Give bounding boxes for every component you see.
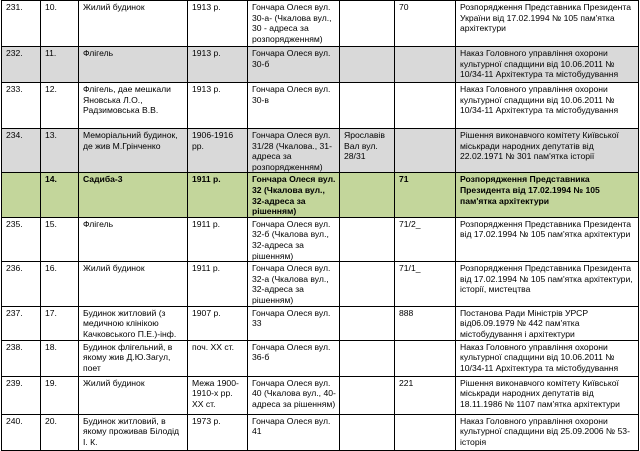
protection-document-cell: Наказ Головного управління охорони культурної спадщини від 10.06.2011 № 10/34-11 Архітектура та містобудування xyxy=(456,340,639,376)
old-address-cell xyxy=(340,376,395,414)
object-name-cell: Жилий будинок xyxy=(79,376,188,414)
item-number-cell: 10. xyxy=(41,1,79,47)
date-cell: 1911 р. xyxy=(188,217,248,261)
row-number-cell: 231. xyxy=(2,1,41,47)
object-name-cell: Меморіальний будинок, де жив М.Грінченко xyxy=(79,129,188,173)
date-cell: 1913 р. xyxy=(188,83,248,129)
registry-number-cell xyxy=(395,340,456,376)
address-cell: Гончара Олеся вул. 33 xyxy=(248,306,340,340)
protection-document-cell: Рішення виконавчого комітету Київської міськради народних депутатів від 18.11.1986 № 1107 пам'ятка архітектури xyxy=(456,376,639,414)
old-address-cell xyxy=(340,414,395,450)
registry-number-cell: 70 xyxy=(395,1,456,47)
protection-document-cell: Розпорядження Представника Президента України від 17.02.1994 № 105 пам'ятка архітектури xyxy=(456,1,639,47)
old-address-cell xyxy=(340,173,395,217)
address-cell: Гончара Олеся вул. 30-б xyxy=(248,47,340,83)
table-row xyxy=(2,414,639,450)
registry-number-cell: 221 xyxy=(395,376,456,414)
registry-number-cell xyxy=(395,83,456,129)
row-number-cell: 234. xyxy=(2,129,41,173)
row-number-cell: 237. xyxy=(2,306,41,340)
protection-document-cell: Розпорядження Представника Президента від 17.02.1994 № 105 пам'ятка архітектури xyxy=(456,217,639,261)
table-row xyxy=(2,340,639,376)
row-number-cell: 235. xyxy=(2,217,41,261)
address-cell: Гончара Олеся вул. 32-б (Чкалова вул., 32-адреса за рішенням) xyxy=(248,217,340,261)
date-cell: 1911 р. xyxy=(188,173,248,217)
table-row xyxy=(2,306,639,340)
object-name-cell: Будинок флігельний, в якому жив Д.Ю.Загул, поет xyxy=(79,340,188,376)
address-cell: Гончара Олеся вул. 30-в xyxy=(248,83,340,129)
row-number-cell: 240. xyxy=(2,414,41,450)
date-cell: 1973 р. xyxy=(188,414,248,450)
object-name-cell: Будинок житловий (з медичною клінікою Качковського П.Е.)-інф. xyxy=(79,306,188,340)
date-cell: Межа 1900-1910-х рр. ХХ ст. xyxy=(188,376,248,414)
object-name-cell: Флігель xyxy=(79,47,188,83)
date-cell: 1911 р. xyxy=(188,262,248,306)
item-number-cell: 11. xyxy=(41,47,79,83)
item-number-cell: 13. xyxy=(41,129,79,173)
registry-number-cell: 71/2_ xyxy=(395,217,456,261)
old-address-cell xyxy=(340,1,395,47)
old-address-cell xyxy=(340,83,395,129)
old-address-cell: Ярославів Вал вул. 28/31 xyxy=(340,129,395,173)
address-cell: Гончара Олеся вул. 30-а- (Чкалова вул., 30 - адреса за розпорядженням) xyxy=(248,1,340,47)
address-cell: Гончара Олеся вул. 40 (Чкалова вул., 40-адреса за рішенням) xyxy=(248,376,340,414)
date-cell: 1906-1916 рр. xyxy=(188,129,248,173)
address-cell: Гончара Олеся вул. 41 xyxy=(248,414,340,450)
table-body xyxy=(2,1,639,451)
table-row xyxy=(2,83,639,129)
row-number-cell: 238. xyxy=(2,340,41,376)
object-name-cell: Садиба-3 xyxy=(79,173,188,217)
object-name-cell: Флігель, дае мешкали Яновська Л.О., Радзимовська В.В. xyxy=(79,83,188,129)
row-number-cell: 232. xyxy=(2,47,41,83)
address-cell: Гончара Олеся вул. 32 (Чкалова вул., 32-адреса за рішенням) xyxy=(248,173,340,217)
row-number-cell: 236. xyxy=(2,262,41,306)
item-number-cell: 17. xyxy=(41,306,79,340)
registry-number-cell: 71 xyxy=(395,173,456,217)
protection-document-cell: Наказ Головного управління охорони культурної спадщини від 10.06.2011 № 10/34-11 Архітектура та містобудування xyxy=(456,47,639,83)
heritage-register-table xyxy=(1,0,639,451)
old-address-cell xyxy=(340,340,395,376)
table-row xyxy=(2,1,639,47)
address-cell: Гончара Олеся вул. 36-б xyxy=(248,340,340,376)
date-cell: 1913 р. xyxy=(188,47,248,83)
table-row xyxy=(2,47,639,83)
registry-number-cell: 888 xyxy=(395,306,456,340)
object-name-cell: Жилий будинок xyxy=(79,1,188,47)
date-cell: поч. ХХ ст. xyxy=(188,340,248,376)
table-row xyxy=(2,217,639,261)
table-row xyxy=(2,376,639,414)
table-row xyxy=(2,129,639,173)
item-number-cell: 20. xyxy=(41,414,79,450)
protection-document-cell: Наказ Головного управління охорони культурної спадщини від 25.09.2006 № 53- історія xyxy=(456,414,639,450)
item-number-cell: 16. xyxy=(41,262,79,306)
table-row xyxy=(2,262,639,306)
address-cell: Гончара Олеся вул. 32-а (Чкалова вул., 32-адреса за рішенням) xyxy=(248,262,340,306)
registry-number-cell xyxy=(395,47,456,83)
date-cell: 1907 р. xyxy=(188,306,248,340)
registry-number-cell xyxy=(395,129,456,173)
registry-number-cell xyxy=(395,414,456,450)
protection-document-cell: Розпорядження Представника Президента від 17.02.1994 № 105 пам'ятка архітектури, історії, мистецтва xyxy=(456,262,639,306)
old-address-cell xyxy=(340,47,395,83)
item-number-cell: 19. xyxy=(41,376,79,414)
object-name-cell: Флігель xyxy=(79,217,188,261)
address-cell: Гончара Олеся вул. 31/28 (Чкалова., 31-адреса за розпорядженням) xyxy=(248,129,340,173)
protection-document-cell: Постанова Ради Міністрів УРСР від06.09.1979 № 442 пам'ятка містобудування і архітектури xyxy=(456,306,639,340)
protection-document-cell: Розпорядження Представника Президента від 17.02.1994 № 105 пам'ятка архітектури xyxy=(456,173,639,217)
item-number-cell: 12. xyxy=(41,83,79,129)
old-address-cell xyxy=(340,262,395,306)
item-number-cell: 14. xyxy=(41,173,79,217)
protection-document-cell: Наказ Головного управління охорони культурної спадщини від 10.06.2011 № 10/34-11 Архітектура та містобудування xyxy=(456,83,639,129)
protection-document-cell: Рішення виконавчого комітету Київської міськради народних депутатів від 22.02.1971 № 301 пам'ятка історії xyxy=(456,129,639,173)
old-address-cell xyxy=(340,306,395,340)
row-number-cell: 239. xyxy=(2,376,41,414)
object-name-cell: Будинок житловий, в якому проживав Білодід І. К. xyxy=(79,414,188,450)
row-number-cell xyxy=(2,173,41,217)
date-cell: 1913 р. xyxy=(188,1,248,47)
item-number-cell: 18. xyxy=(41,340,79,376)
table-row xyxy=(2,173,639,217)
row-number-cell: 233. xyxy=(2,83,41,129)
old-address-cell xyxy=(340,217,395,261)
item-number-cell: 15. xyxy=(41,217,79,261)
registry-number-cell: 71/1_ xyxy=(395,262,456,306)
object-name-cell: Жилий будинок xyxy=(79,262,188,306)
